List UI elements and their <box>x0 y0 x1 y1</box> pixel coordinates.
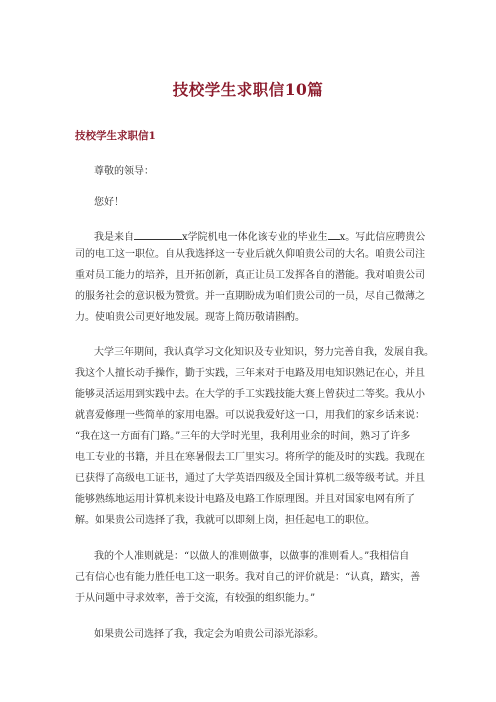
paragraph-1-line-4: 的服务社会的意识极为赞赏。并一直期盼成为咱们贵公司的一员，尽自己微薄之 <box>75 291 425 302</box>
paragraph-2-line-4: 就喜爱修理一些简单的家用电器。可以说我爱好这一口，用我们的家乡话来说： <box>75 410 425 421</box>
paragraph-2-line-2: 我这个人擅长动手操作，勤于实践，三年来对于电路及用电知识熟记在心，并且 <box>75 368 425 379</box>
blank-underline-name <box>328 228 340 240</box>
paragraph-1-line-3: 重对员工能力的培养，且开拓创新，真正让员工发挥各自的潜能。我对咱贵公司 <box>75 270 425 281</box>
document-title: 技校学生求职信10篇 <box>172 80 324 99</box>
p1-text-post: 。写此信应聘贵公 <box>345 232 426 243</box>
paragraph-4-line-1: 如果贵公司选择了我，我定会为咱贵公司添光添彩。 <box>94 629 324 640</box>
paragraph-1-line-5: 力。使咱贵公司更好地发展。现寄上简历敬请斟酌。 <box>75 312 305 323</box>
greeting: 尊敬的领导： <box>94 166 154 177</box>
paragraph-3-line-3: 于从问题中寻求效率，善于交流，有较强的组织能力。” <box>75 593 316 604</box>
salutation: 您好！ <box>94 197 124 208</box>
paragraph-1-line-1 <box>94 228 425 244</box>
paragraph-2-line-5: “我在这一方面有门路。”三年的大学时光里，我利用业余的时间，熟习了许多 <box>75 431 411 442</box>
paragraph-2-line-7: 已获得了高级电工证书，通过了大学英语四级及全国计算机二级等级考试。并且 <box>75 473 425 484</box>
section-title: 技校学生求职信1 <box>75 130 156 142</box>
paragraph-3-line-1: 我的个人准则就是：“以做人的准则做事，以做事的准则看人。”我相信自 <box>94 551 410 562</box>
blank-underline-school <box>134 228 182 240</box>
paragraph-2-line-8: 能够熟练地运用计算机来设计电路及电路工作原理图。并且对国家电网有所了 <box>75 494 415 505</box>
p1-text-mid: 学院机电一体化该专业的毕业生 <box>187 232 328 243</box>
p1-mark-2: x <box>339 232 346 243</box>
p1-mark-1: x <box>182 232 188 243</box>
paragraph-3-line-2: 己有信心也有能力胜任电工这一职务。我对自己的评价就是：“认真，踏实，善 <box>75 572 421 583</box>
paragraph-2-line-3: 能够灵活运用到实践中去。在大学的手工实践技能大赛上曾获过二等奖。我从小 <box>75 389 425 400</box>
p1-text-pre: 我是来自 <box>94 232 134 243</box>
paragraph-1-line-2: 司的电工这一职位。自从我选择这一专业后就久仰咱贵公司的大名。咱贵公司注 <box>75 249 425 260</box>
paragraph-2-line-1: 大学三年期间，我认真学习文化知识及专业知识，努力完善自我，发展自我。 <box>94 347 434 358</box>
paragraph-2-line-6: 电工专业的书籍，并且在寒暑假去工厂里实习。将所学的能及时的实践。我现在 <box>75 452 425 463</box>
paragraph-2-line-9: 解。如果贵公司选择了我，我就可以即刻上岗，担任起电工的职位。 <box>75 515 375 526</box>
